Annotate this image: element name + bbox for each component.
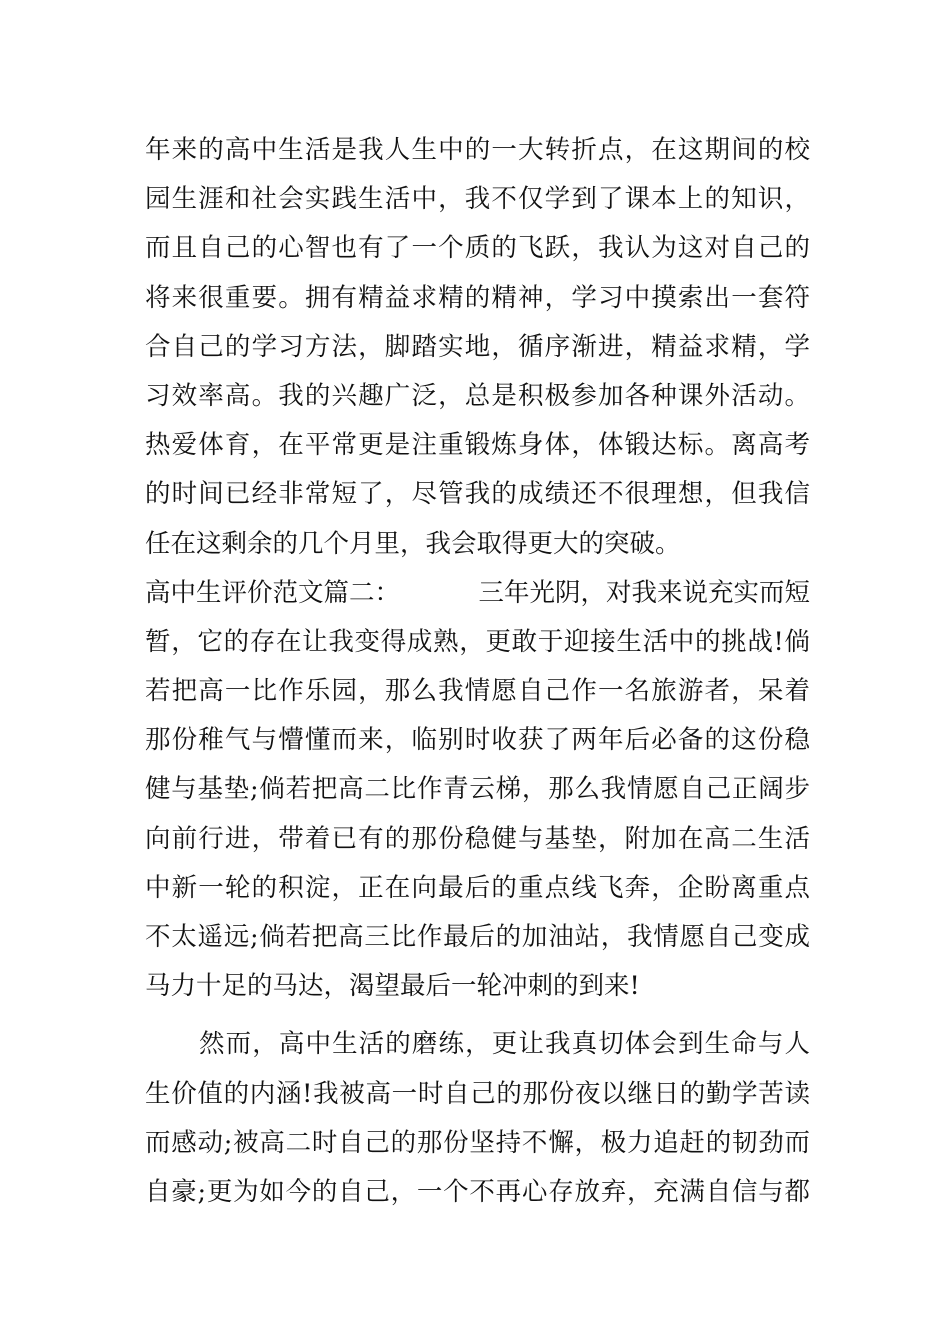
text-line: 健与基垫;倘若把高二比作青云梯，那么我情愿自己正阔步 xyxy=(145,774,810,805)
text-line: 热爱体育，在平常更是注重锻炼身体，体锻达标。离高考 xyxy=(145,430,810,461)
text-line: 而且自己的心智也有了一个质的飞跃，我认为这对自己的 xyxy=(145,233,810,264)
text-line: 自豪;更为如今的自己，一个不再心存放弃，充满自信与都 xyxy=(145,1176,810,1207)
text-line: 任在这剩余的几个月里，我会取得更大的突破。 xyxy=(145,528,681,559)
section-heading: 高中生评价范文篇二： xyxy=(145,577,401,608)
paragraph-1 xyxy=(145,126,810,569)
text-line-start: 三年光阴，对我来说充实而短 xyxy=(478,577,810,608)
text-line: 而感动;被高二时自己的那份坚持不懈，极力追赶的韧劲而 xyxy=(145,1127,810,1158)
document-body xyxy=(145,126,810,1217)
text-line: 若把高一比作乐园，那么我情愿自己作一名旅游者，呆着 xyxy=(145,676,810,707)
text-line: 年来的高中生活是我人生中的一大转折点，在这期间的校 xyxy=(145,135,810,165)
text-line: 不太遥远;倘若把高三比作最后的加油站，我情愿自己变成 xyxy=(145,922,810,952)
text-line: 马力十足的马达，渴望最后一轮冲刺的到来! xyxy=(145,971,640,1002)
text-line: 园生涯和社会实践生活中，我不仅学到了课本上的知识， xyxy=(145,184,810,215)
text-line: 习效率高。我的兴趣广泛，总是积极参加各种课外活动。 xyxy=(145,380,810,411)
section-heading-line xyxy=(145,569,810,618)
text-line: 的时间已经非常短了，尽管我的成绩还不很理想，但我信 xyxy=(145,479,810,510)
text-line: 合自己的学习方法，脚踏实地，循序渐进，精益求精，学 xyxy=(145,331,810,362)
text-line: 将来很重要。拥有精益求精的精神，学习中摸索出一套符 xyxy=(145,282,810,313)
text-line: 那份稚气与懵懂而来，临别时收获了两年后必备的这份稳 xyxy=(145,725,810,756)
paragraph-3 xyxy=(145,1020,810,1217)
text-line: 中新一轮的积淀，正在向最后的重点线飞奔，企盼离重点 xyxy=(145,872,810,903)
text-line: 生价值的内涵!我被高一时自己的那份夜以继日的勤学苦读 xyxy=(145,1078,810,1109)
text-line: 向前行进，带着已有的那份稳健与基垫，附加在高二生活 xyxy=(145,823,810,854)
section-2 xyxy=(145,569,810,1012)
text-line: 然而，高中生活的磨练，更让我真切体会到生命与人 xyxy=(199,1029,810,1060)
text-line: 暂，它的存在让我变得成熟，更敢于迎接生活中的挑战!倘 xyxy=(145,626,810,657)
